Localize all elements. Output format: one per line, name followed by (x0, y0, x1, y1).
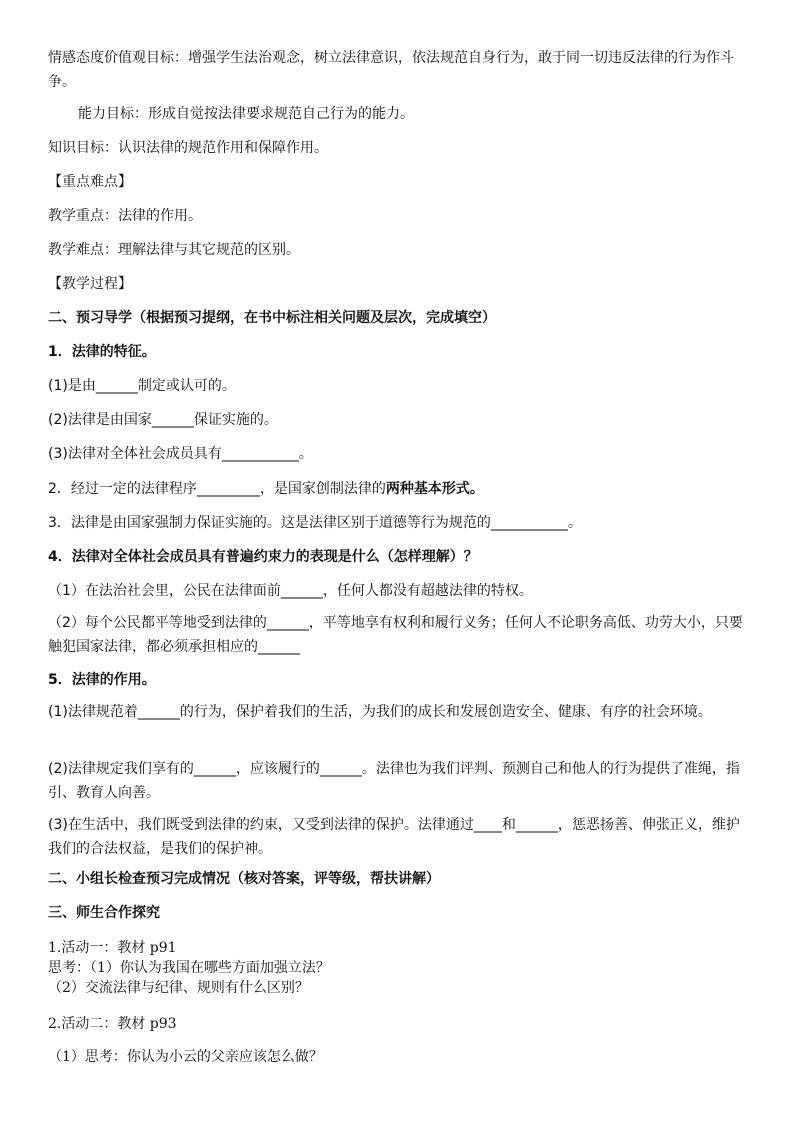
activity1-question2: （2）交流法律与纪律、规则有什么区别？ (48, 980, 309, 996)
teaching-difficulty: 教学难点：理解法律与其它规范的区别。 (48, 242, 300, 258)
q1-item-c: (3)法律对全体社会成员具有___________。 (48, 446, 313, 462)
activity1-question1: 思考：（1）你认为我国在哪些方面加强立法？ (48, 960, 330, 976)
activity2-question1: （1）思考：你认为小云的父亲应该怎么做？ (48, 1049, 323, 1065)
q5-title: 5．法律的作用。 (48, 672, 156, 688)
ability-objective: 能力目标：形成自觉按法律要求规范自己行为的能力。 (78, 106, 414, 122)
emotion-objective: 情感态度价值观目标：增强学生法治观念，树立法律意识，依法规范自身行为，敢于同一切违反法律的行为作斗争。 (48, 50, 734, 90)
process-heading: 【教学过程】 (48, 276, 132, 292)
q5-item-b: (2)法律规定我们享有的______，应该履行的______。法律也为我们评判、预测自己和他人的行为提供了准绳，指引、教育人向善。 (48, 761, 740, 801)
teaching-focus: 教学重点：法律的作用。 (48, 208, 202, 224)
q2-bold-text: 两种基本形式。 (385, 481, 484, 497)
q3-line: 3．法律是由国家强制力保证实施的。这是法律区别于道德等行为规范的___________。 (48, 515, 582, 531)
q1-item-a: (1)是由______制定或认可的。 (48, 378, 236, 394)
explore-heading: 三、师生合作探究 (48, 905, 160, 921)
q2-text: 2．经过一定的法律程序_________，是国家创制法律的 (48, 481, 386, 497)
key-points-heading: 【重点难点】 (48, 174, 132, 190)
knowledge-objective: 知识目标：认识法律的规范作用和保障作用。 (48, 140, 328, 156)
q5-item-a: (1)法律规范着______的行为，保护着我们的生活，为我们的成长和发展创造安全、健康、有序的社会环境。 (48, 704, 712, 720)
q4-item-b: （2）每个公民都平等地受到法律的______，平等地享有权利和履行义务；任何人不论职务高低、功劳大小，只要触犯国家法律，都必须承担相应的______ (48, 615, 743, 655)
activity2-title: 2.活动二：教材 p93 (48, 1016, 177, 1032)
q5-item-c: (3)在生活中，我们既受到法律的约束，又受到法律的保护。法律通过____和______，惩恶扬善、伸张正义，维护我们的合法权益，是我们的保护神。 (48, 817, 740, 857)
preview-heading: 二、预习导学（根据预习提纲，在书中标注相关问题及层次，完成填空） (48, 310, 496, 326)
q4-item-a: （1）在法治社会里，公民在法律面前______，任何人都没有超越法律的特权。 (48, 583, 533, 599)
q1-item-b: (2)法律是由国家______保证实施的。 (48, 412, 278, 428)
q4-title: 4．法律对全体社会成员具有普遍约束力的表现是什么（怎样理解）？ (48, 549, 478, 565)
activity1-title: 1.活动一：教材 p91 (48, 940, 177, 956)
check-heading: 二、小组长检查预习完成情况（核对答案，评等级，帮扶讲解） (48, 871, 440, 887)
q1-title: 1．法律的特征。 (48, 344, 156, 360)
q2-line (48, 479, 748, 499)
